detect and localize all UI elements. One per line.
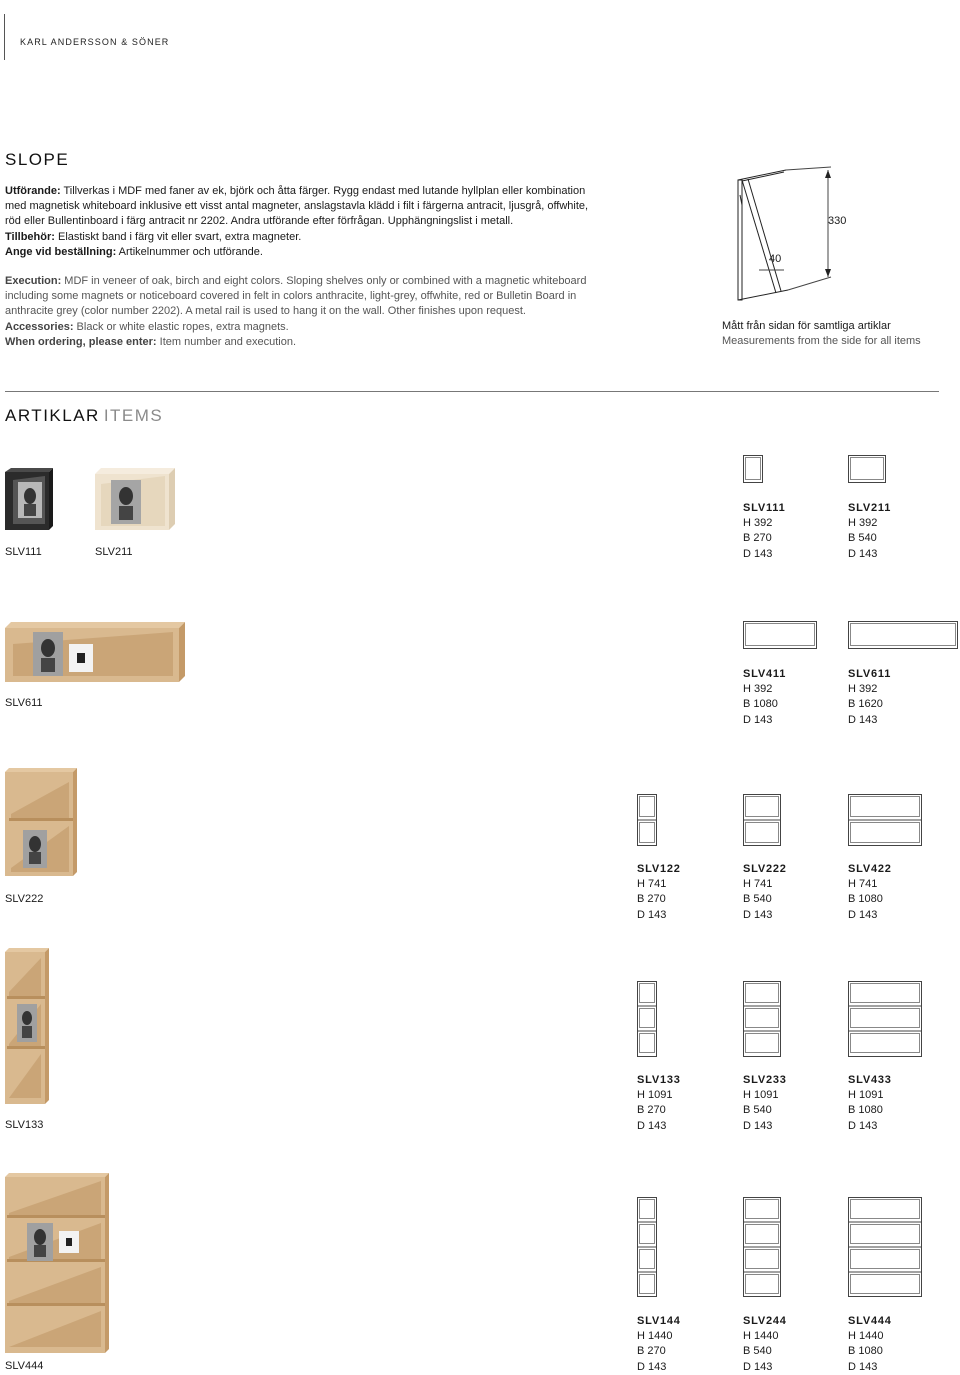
spec-height: H 392	[743, 517, 773, 530]
articles-title: ARTIKLAR	[5, 406, 100, 425]
execution-text-en-3: anthracite grey (color number 2202). A metal rail is used to hang it on the wall. Other finishes upon request.	[5, 305, 526, 318]
spec-width: B 540	[743, 1104, 772, 1117]
accessories-text-sv: Elastiskt band i färg vit eller svart, extra magneter.	[54, 230, 302, 243]
spec-code: SLV433	[848, 1074, 892, 1086]
spec-width: B 270	[637, 893, 666, 906]
drawing-slv433	[848, 981, 922, 1057]
drawing-slv411	[743, 621, 817, 649]
photo-label-slv222: SLV222	[5, 893, 44, 905]
spec-slv444	[848, 1314, 892, 1375]
spec-slv433	[848, 1073, 892, 1134]
spec-slv611	[848, 667, 891, 728]
photo-label-slv133: SLV133	[5, 1119, 44, 1131]
measurements-note-sv: Mått från sidan för samtliga artiklar	[722, 320, 891, 332]
spec-code: SLV222	[743, 863, 787, 875]
spec-depth: D 143	[848, 1360, 878, 1373]
photo-slv611	[5, 622, 185, 682]
drawing-slv133	[637, 981, 657, 1057]
photo-slv444	[5, 1173, 109, 1353]
photo-slv211	[95, 468, 175, 530]
spec-width: B 1080	[848, 1104, 883, 1117]
execution-text-sv-3: röd eller Bullentinboard i färg antracit nr 2202. Andra utförande efter förfrågan. Upphängningslist i metall.	[5, 215, 514, 228]
spec-width: B 270	[637, 1104, 666, 1117]
drawing-slv222	[743, 794, 781, 846]
spec-depth: D 143	[743, 908, 773, 921]
order-label-sv: Ange vid beställning:	[5, 245, 117, 258]
photo-label-slv444: SLV444	[5, 1360, 44, 1372]
spec-code: SLV211	[848, 502, 892, 514]
spec-height: H 1440	[637, 1330, 673, 1343]
spec-code: SLV422	[848, 863, 892, 875]
spec-slv211	[848, 501, 891, 562]
spec-code: SLV244	[743, 1315, 787, 1327]
order-label-en: When ordering, please enter:	[5, 335, 157, 348]
spec-slv122	[637, 862, 681, 923]
execution-text-sv-2: med magnetisk whiteboard inklusive ett visst antal magneter, anslagstavla klädd i filt i färgerna antracit, ljusgrå, offwhite,	[5, 200, 589, 213]
order-text-sv: Artikelnummer och utförande.	[116, 245, 263, 258]
drawing-slv122	[637, 794, 657, 846]
description-sv	[5, 184, 650, 260]
drawing-slv422	[848, 794, 922, 846]
spec-code: SLV411	[743, 668, 787, 680]
photo-slv111	[5, 468, 53, 530]
spec-height: H 392	[848, 683, 878, 696]
measurements-note-en: Measurements from the side for all items	[722, 335, 921, 347]
diagram-top-line	[738, 170, 786, 180]
diagram-back-panel	[738, 180, 742, 300]
spec-width: B 540	[848, 532, 877, 545]
spec-slv111	[743, 501, 786, 562]
spec-depth: D 143	[848, 908, 878, 921]
spec-width: B 270	[743, 532, 772, 545]
spec-code: SLV233	[743, 1074, 787, 1086]
spec-slv233	[743, 1073, 787, 1134]
spec-height: H 741	[848, 878, 878, 891]
spec-height: H 392	[848, 517, 878, 530]
spec-width: B 1080	[848, 893, 883, 906]
spec-height: H 741	[743, 878, 773, 891]
articles-heading	[5, 406, 163, 426]
spec-height: H 392	[743, 683, 773, 696]
drawing-slv211	[848, 455, 886, 483]
diagram-slope-line	[742, 180, 776, 293]
spec-slv133	[637, 1073, 681, 1134]
accessories-label-en: Accessories:	[5, 320, 74, 333]
spec-height: H 741	[637, 878, 667, 891]
spec-depth: D 143	[637, 908, 667, 921]
side-profile-diagram	[736, 165, 866, 305]
photo-label-slv611: SLV611	[5, 697, 43, 709]
execution-label-en: Execution:	[5, 275, 62, 287]
drawing-slv444	[848, 1197, 922, 1297]
spec-depth: D 143	[848, 713, 878, 726]
product-title: SLOPE	[5, 150, 70, 169]
spec-depth: D 143	[743, 1360, 773, 1373]
spec-depth: D 143	[848, 1119, 878, 1132]
spec-width: B 270	[637, 1345, 666, 1358]
spec-depth: D 143	[637, 1119, 667, 1132]
spec-depth: D 143	[848, 547, 878, 560]
spec-width: B 540	[743, 893, 772, 906]
spec-code: SLV611	[848, 668, 892, 680]
spec-slv244	[743, 1314, 787, 1375]
articles-title-en: ITEMS	[103, 406, 164, 425]
order-text-en: Item number and execution.	[156, 335, 297, 348]
section-divider	[5, 391, 939, 392]
spec-code: SLV111	[743, 502, 786, 514]
spec-code: SLV144	[637, 1315, 681, 1327]
photo-label-slv211: SLV211	[95, 546, 133, 558]
spec-depth: D 143	[743, 547, 773, 560]
execution-label-sv: Utförande:	[5, 185, 61, 197]
spec-height: H 1440	[848, 1330, 884, 1343]
depth-dimension-label: 40	[769, 253, 782, 265]
spec-slv222	[743, 862, 787, 923]
spec-height: H 1091	[637, 1089, 673, 1102]
spec-height: H 1091	[743, 1089, 779, 1102]
drawing-slv244	[743, 1197, 781, 1297]
spec-slv144	[637, 1314, 681, 1375]
spec-depth: D 143	[637, 1360, 667, 1373]
drawing-slv233	[743, 981, 781, 1057]
photo-slv133	[5, 948, 49, 1104]
execution-text-en-1: MDF in veneer of oak, birch and eight colors. Sloping shelves only or combined with a magnetic whiteboard	[61, 275, 587, 287]
spec-code: SLV133	[637, 1074, 681, 1086]
accessories-text-en: Black or white elastic ropes, extra magnets.	[73, 320, 289, 333]
photo-slv222	[5, 768, 77, 876]
spec-width: B 540	[743, 1345, 772, 1358]
diagram-bottom-line	[738, 290, 788, 300]
drawing-slv111	[743, 455, 763, 483]
spec-code: SLV122	[637, 863, 681, 875]
drawing-slv611	[848, 621, 958, 649]
execution-text-en-2: including some magnets or noticeboard covered in felt in colors anthracite, light-grey, offwhite, red or Bulletin Board in	[5, 290, 577, 303]
header-rule	[4, 14, 5, 60]
execution-text-sv-1: Tillverkas i MDF med faner av ek, björk och åtta färger. Rygg endast med lutande hyllplan eller kombination	[60, 185, 586, 197]
spec-slv422	[848, 862, 892, 923]
brand-name: KARL ANDERSSON & SÖNER	[20, 37, 170, 47]
spec-height: H 1091	[848, 1089, 884, 1102]
accessories-label-sv: Tillbehör:	[5, 230, 55, 243]
spec-height: H 1440	[743, 1330, 779, 1343]
spec-width: B 1620	[848, 698, 883, 711]
spec-code: SLV444	[848, 1315, 892, 1327]
drawing-slv144	[637, 1197, 657, 1297]
spec-width: B 1080	[848, 1345, 883, 1358]
spec-width: B 1080	[743, 698, 778, 711]
photo-label-slv111: SLV111	[5, 546, 42, 558]
spec-slv411	[743, 667, 786, 728]
description-en	[5, 274, 650, 350]
spec-depth: D 143	[743, 1119, 773, 1132]
height-dimension-label: 330	[828, 215, 847, 227]
spec-depth: D 143	[743, 713, 773, 726]
